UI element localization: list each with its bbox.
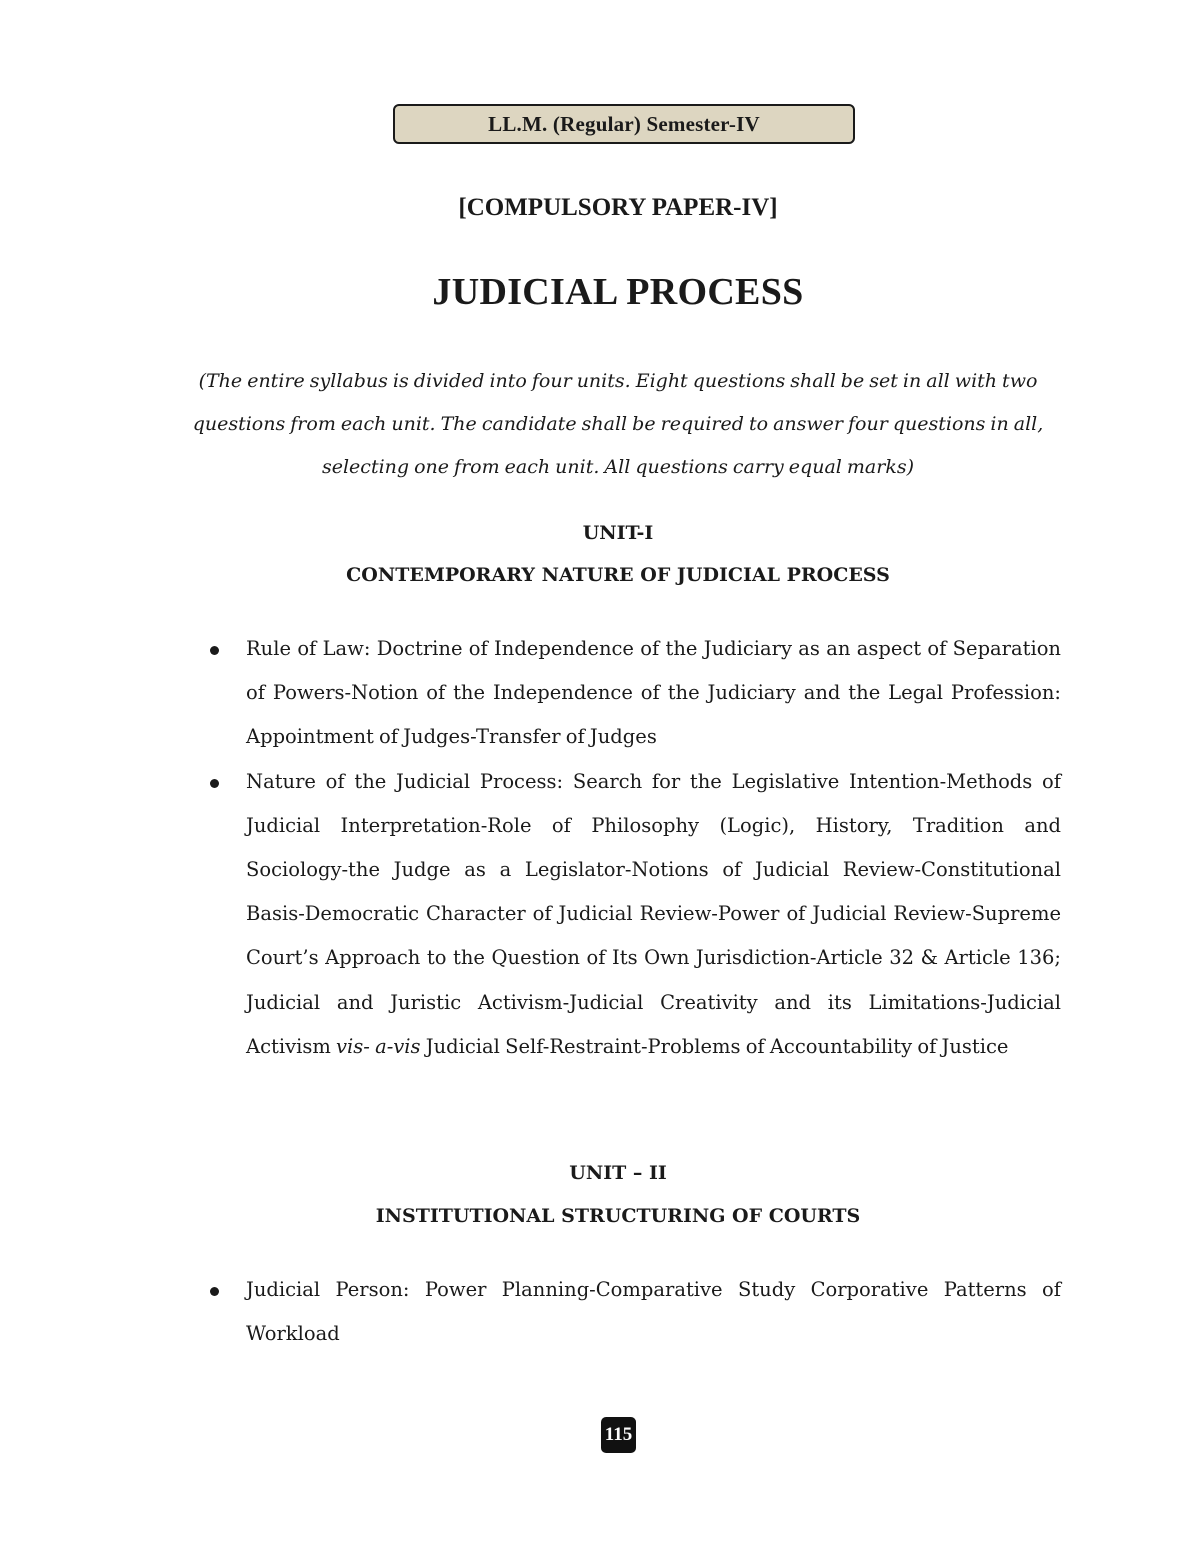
semester-header-text: LL.M. (Regular) Semester-IV bbox=[488, 111, 760, 136]
paper-label: [COMPULSORY PAPER-IV] bbox=[458, 194, 778, 221]
list-item bbox=[206, 1268, 1061, 1356]
bullet-icon bbox=[210, 779, 219, 788]
topic-text: Rule of Law: Doctrine of Independence of the Judiciary as an aspect of Separation of Powers-Notion of the Independence of the Judiciary and the Legal Profession: Appointment of Judges-Transfer of Judges bbox=[246, 637, 1061, 749]
topic-text-italic: vis- a-vis bbox=[336, 1034, 421, 1058]
unit-2-number: UNIT – II bbox=[569, 1162, 667, 1184]
unit-1-title: CONTEMPORARY NATURE OF JUDICIAL PROCESS bbox=[346, 564, 890, 586]
topic-text: Nature of the Judicial Process: Search for the Legislative Intention-Methods of Judicial Interpretation-Role of Philosophy (Logic), History, Tradition and Sociology-the Judge as a Legislator-Notions of Judicial Review-Constitutional Basis-Democratic Character of Judicial Review-Power of Judicial Review-Supreme Court’s Approach to the Question of Its Own Jurisdiction-Article 32 & Article 136; Judicial and Juristic Activism-Judicial Creativity and its Limitations-Judicial Activism bbox=[246, 769, 1061, 1058]
unit-1-number: UNIT-I bbox=[582, 522, 654, 544]
syllabus-instructions: (The entire syllabus is divided into four units. Eight questions shall be set in all with two questions from each unit. The candidate shall be required to answer four questions in all, selecting one from each unit. All questions carry equal marks) bbox=[192, 370, 1044, 478]
topic-text: Judicial Person: Power Planning-Comparative Study Corporative Patterns of Workload bbox=[246, 1278, 1061, 1346]
page-title: JUDICIAL PROCESS bbox=[432, 271, 804, 313]
bullet-icon bbox=[210, 1287, 219, 1296]
page-number: 115 bbox=[601, 1417, 636, 1453]
semester-header-box bbox=[393, 104, 855, 144]
topic-text-continued: Judicial Self-Restraint-Problems of Accountability of Justice bbox=[425, 1034, 1009, 1058]
list-item bbox=[206, 627, 1061, 760]
list-item bbox=[206, 760, 1061, 1069]
unit-1-topic-list bbox=[206, 627, 1061, 1069]
bullet-icon bbox=[210, 646, 219, 655]
unit-2-title: INSTITUTIONAL STRUCTURING OF COURTS bbox=[375, 1205, 861, 1227]
unit-2-topic-list bbox=[206, 1268, 1061, 1356]
